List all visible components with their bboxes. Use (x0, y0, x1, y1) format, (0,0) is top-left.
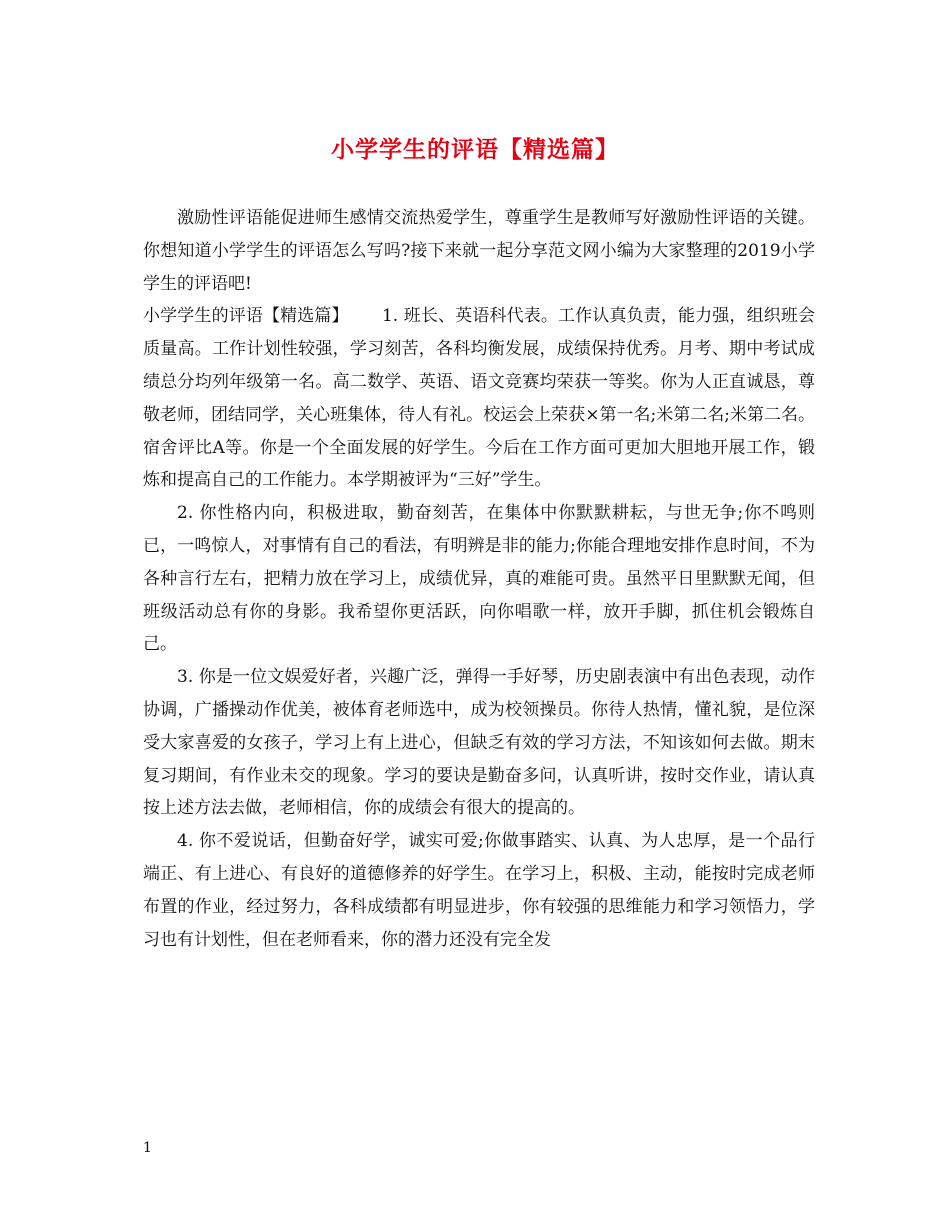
comment-text-1: 1. 班长、英语科代表。工作认真负责，能力强，组织班会质量高。工作计划性较强，学习刻苦，各科均衡发展，成绩保持优秀。月考、期中考试成绩总分均列年级第一名。高二数学、英语、语文竞赛均荣获一等奖。你为人正直诚恳，尊敬老师，团结同学，关心班集体，待人有礼。校运会上荣获×第一名;米第二名;米第二名。宿舍评比A等。你是一个全面发展的好学生。今后在工作方面可更加大胆地开展工作，锻炼和提高自己的工作能力。本学期被评为“三好”学生。 (143, 306, 815, 491)
comment-paragraph-3: 3. 你是一位文娱爱好者，兴趣广泛，弹得一手好琴，历史剧表演中有出色表现，动作协调，广播操动作优美，被体育老师选中，成为校领操员。你待人热情，懂礼貌，是位深受大家喜爱的女孩子，学习上有上进心，但缺乏有效的学习方法，不知该如何去做。期末复习期间，有作业未交的现象。学习的要诀是勤奋多问，认真听讲，按时交作业，请认真按上述方法去做，老师相信，你的成绩会有很大的提高的。 (143, 667, 815, 819)
section-heading: 小学学生的评语【精选篇】 (143, 306, 349, 327)
document-body (143, 202, 815, 956)
page-number: 1 (143, 1140, 152, 1156)
comment-paragraph-2: 2. 你性格内向，积极进取，勤奋刻苦，在集体中你默默耕耘，与世无争;你不鸣则已，一鸣惊人，对事情有自己的看法，有明辨是非的能力;你能合理地安排作息时间，不为各种言行左右，把精力放在学习上，成绩优异，真的难能可贵。虽然平日里默默无闻，但班级活动总有你的身影。我希望你更活跃，向你唱歌一样，放开手脚，抓住机会锻炼自己。 (143, 503, 815, 655)
intro-paragraph: 激励性评语能促进师生感情交流热爱学生，尊重学生是教师写好激励性评语的关键。你想知道小学学生的评语怎么写吗?接下来就一起分享范文网小编为大家整理的2019小学学生的评语吧! (143, 208, 815, 294)
comment-paragraph-4: 4. 你不爱说话，但勤奋好学，诚实可爱;你做事踏实、认真、为人忠厚，是一个品行端正、有上进心、有良好的道德修养的好学生。在学习上，积极、主动，能按时完成老师布置的作业，经过努力，各科成绩都有明显进步，你有较强的思维能力和学习领悟力，学习也有计划性，但在老师看来，你的潜力还没有完全发 (143, 831, 815, 950)
page-title: 小学学生的评语【精选篇】 (331, 136, 619, 163)
comment-paragraph-1 (143, 300, 815, 497)
